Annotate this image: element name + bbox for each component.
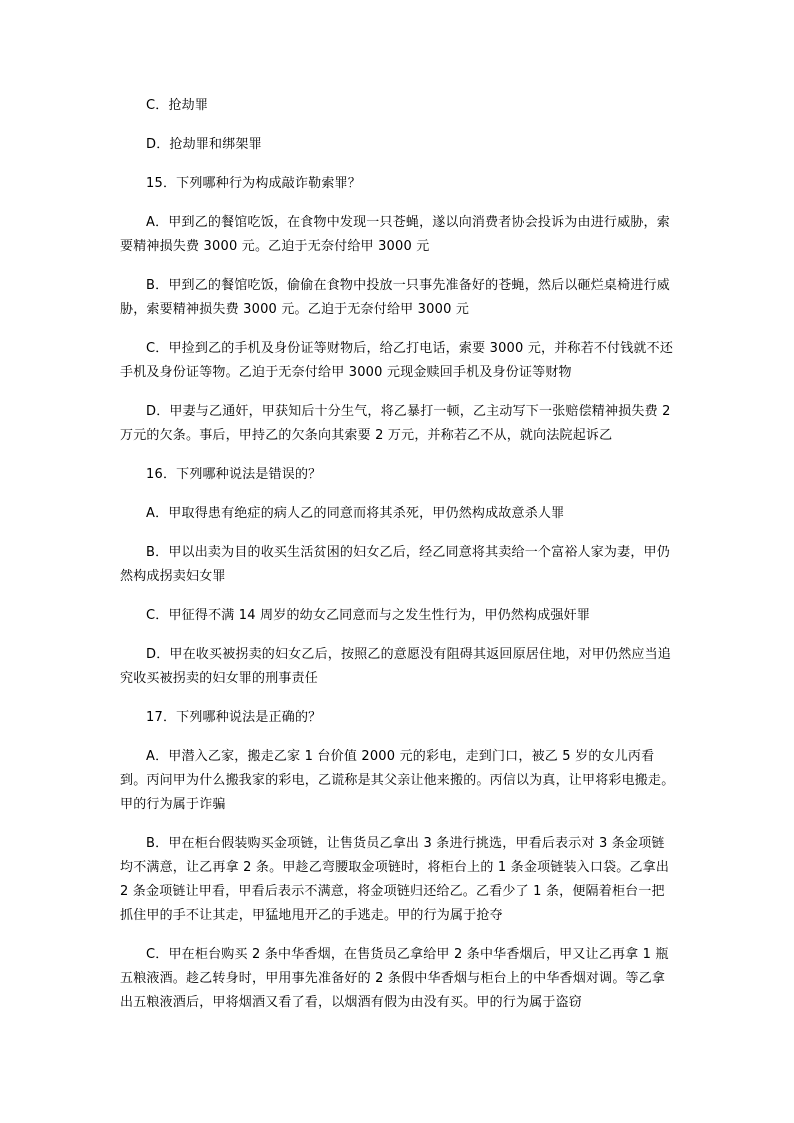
- question-16-option-a: A．甲取得患有绝症的病人乙的同意而将其杀死，甲仍然构成故意杀人罪: [146, 506, 565, 521]
- question-15-option-b: B．甲到乙的餐馆吃饭，偷偷在食物中投放一只事先准备好的苍蝇，然后以砸烂桌椅进行威胁，索要精神损失费 3000 元。乙迫于无奈付给甲 3000 元: [120, 278, 670, 317]
- question-16: 16．下列哪种说法是错误的？: [146, 467, 322, 482]
- question-15-option-a: A．甲到乙的餐馆吃饭，在食物中发现一只苍蝇，遂以向消费者协会投诉为由进行威胁，索要精神损失费 3000 元。乙迫于无奈付给甲 3000 元: [120, 215, 670, 254]
- question-17-option-b: B．甲在柜台假装购买金项链，让售货员乙拿出 3 条进行挑选，甲看后表示对 3 条金项链均不满意，让乙再拿 2 条。甲趁乙弯腰取金项链时，将柜台上的 1 条金项链装入口袋。乙拿出 2 条金项链让甲看，甲看后表示不满意，将金项链归还给乙。乙看少了 1 条，便隔着柜台一把抓住甲的手不让其走，甲猛地甩开乙的手逃走。甲的行为属于抢夺: [120, 836, 670, 923]
- option-c-robbery: C．抢劫罪: [146, 98, 209, 113]
- question-16-option-d: D．甲在收买被拐卖的妇女乙后，按照乙的意愿没有阻碍其返回原居住地，对甲仍然应当追究收买被拐卖的妇女罪的刑事责任: [120, 647, 672, 686]
- question-16-option-c: C．甲征得不满 14 周岁的幼女乙同意而与之发生性行为，甲仍然构成强奸罪: [146, 608, 591, 623]
- question-17: 17．下列哪种说法是正确的？: [146, 710, 322, 725]
- question-17-option-c: C．甲在柜台购买 2 条中华香烟，在售货员乙拿给甲 2 条中华香烟后，甲又让乙再拿 1 瓶五粮液酒。趁乙转身时，甲用事先准备好的 2 条假中华香烟与柜台上的中华香烟对调。等乙拿出五粮液酒后，甲将烟酒又看了看，以烟酒有假为由没有买。甲的行为属于盗窃: [120, 947, 669, 1010]
- option-d-robbery-kidnapping: D．抢劫罪和绑架罪: [146, 137, 262, 152]
- question-16-option-b: B．甲以出卖为目的收买生活贫困的妇女乙后，经乙同意将其卖给一个富裕人家为妻，甲仍然构成拐卖妇女罪: [120, 545, 670, 584]
- question-15-option-d: D．甲妻与乙通奸，甲获知后十分生气，将乙暴打一顿，乙主动写下一张赔偿精神损失费 2 万元的欠条。事后，甲持乙的欠条向其索要 2 万元，并称若乙不从，就向法院起诉乙: [120, 404, 671, 443]
- document-body: [120, 94, 676, 1030]
- question-17-option-a: A．甲潜入乙家，搬走乙家 1 台价值 2000 元的彩电，走到门口，被乙 5 岁的女儿丙看到。丙问甲为什么搬我家的彩电，乙谎称是其父亲让他来搬的。丙信以为真，让甲将彩电搬走。甲的行为属于诈骗: [120, 749, 675, 812]
- question-15: 15．下列哪种行为构成敲诈勒索罪？: [146, 176, 361, 191]
- question-15-option-c: C．甲捡到乙的手机及身份证等财物后，给乙打电话，索要 3000 元，并称若不付钱就不还手机及身份证等物。乙迫于无奈付给甲 3000 元现金赎回手机及身份证等财物: [120, 341, 674, 380]
